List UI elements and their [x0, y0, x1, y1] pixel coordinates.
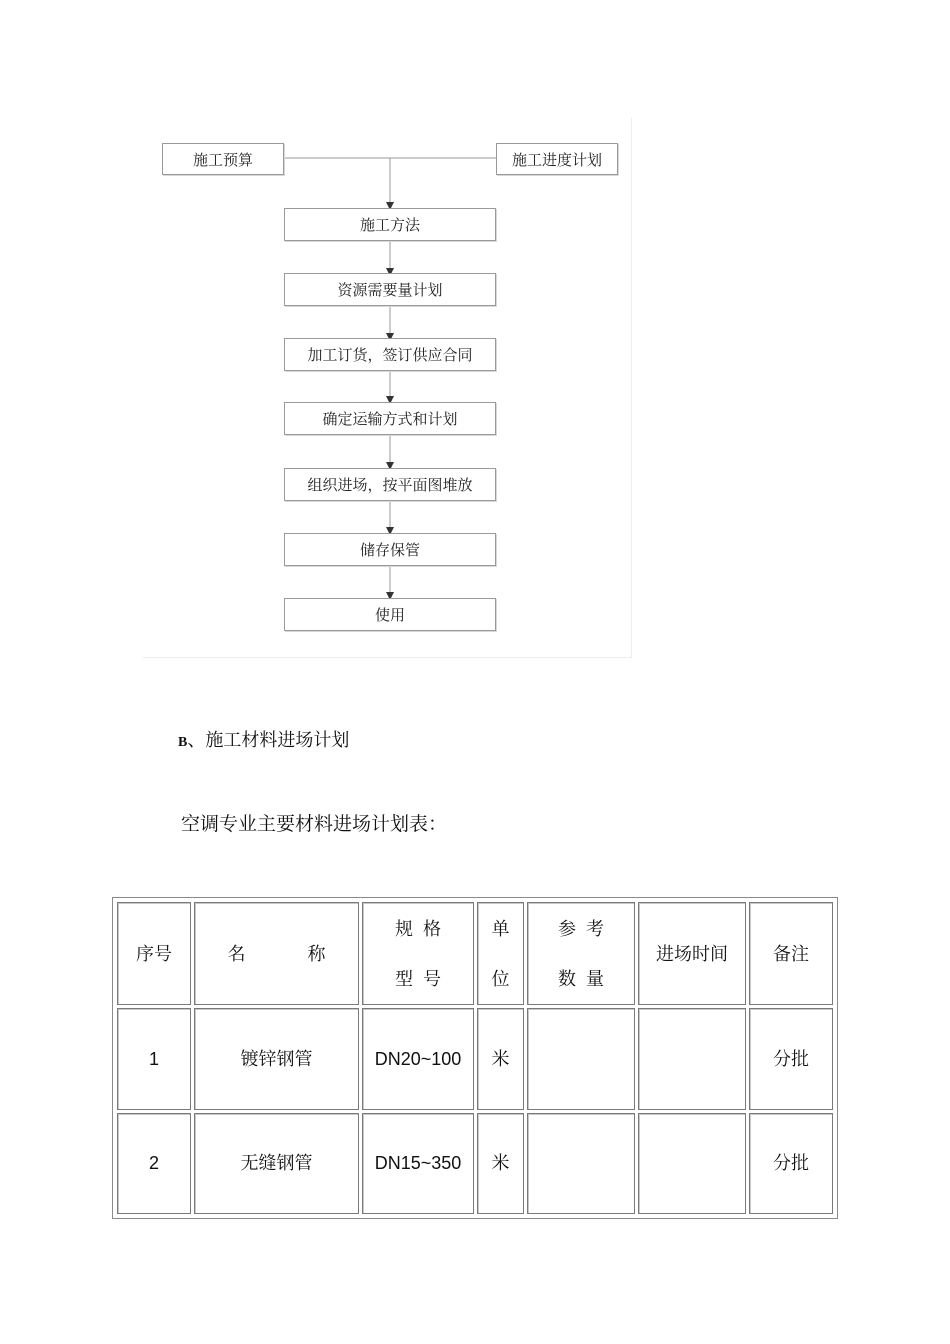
cell-seq: 2	[117, 1113, 191, 1214]
header-remark: 备注	[749, 902, 833, 1005]
section-title: 、施工材料进场计划	[187, 730, 350, 750]
cell-remark: 分批	[749, 1113, 833, 1214]
header-time: 进场时间	[638, 902, 746, 1005]
header-name-b: 称	[307, 943, 326, 964]
flow-step-7: 使用	[284, 598, 496, 631]
cell-qty	[527, 1008, 635, 1109]
flow-box-budget: 施工预算	[162, 143, 284, 175]
cell-time	[638, 1008, 746, 1109]
header-qty-b: 数量	[558, 968, 614, 989]
section-prefix: B	[178, 735, 188, 750]
flow-step-6: 储存保管	[284, 533, 496, 566]
header-qty-a: 参考	[558, 918, 614, 939]
cell-time	[638, 1113, 746, 1214]
flow-step-4: 确定运输方式和计划	[284, 402, 496, 435]
header-spec-b: 型号	[395, 968, 451, 989]
header-spec-a: 规格	[395, 918, 451, 939]
table-row	[117, 1008, 833, 1109]
flow-step-3: 加工订货，签订供应合同	[284, 338, 496, 371]
cell-unit: 米	[477, 1008, 524, 1109]
cell-qty	[527, 1113, 635, 1214]
header-name	[194, 902, 359, 1005]
header-unit-a: 单	[491, 918, 510, 939]
cell-name: 镀锌钢管	[194, 1008, 359, 1109]
flow-box-schedule: 施工进度计划	[496, 143, 618, 175]
cell-spec: DN20~100	[362, 1008, 474, 1109]
header-unit-b: 位	[491, 968, 510, 989]
table-caption: 空调专业主要材料进场计划表：	[181, 814, 448, 835]
cell-seq: 1	[117, 1008, 191, 1109]
header-unit	[477, 902, 524, 1005]
materials-table	[114, 899, 836, 1217]
cell-remark: 分批	[749, 1008, 833, 1109]
flow-step-1: 施工方法	[284, 208, 496, 241]
flowchart-frame	[143, 118, 632, 658]
cell-name: 无缝钢管	[194, 1113, 359, 1214]
cell-unit: 米	[477, 1113, 524, 1214]
flow-step-5: 组织进场，按平面图堆放	[284, 468, 496, 501]
header-seq: 序号	[117, 902, 191, 1005]
header-qty	[527, 902, 635, 1005]
table-header-row	[117, 902, 833, 1005]
table-row	[117, 1113, 833, 1214]
flow-step-2: 资源需要量计划	[284, 273, 496, 306]
materials-table-frame	[112, 897, 838, 1219]
cell-spec: DN15~350	[362, 1113, 474, 1214]
section-heading	[178, 726, 349, 752]
header-name-a: 名	[227, 943, 246, 964]
header-spec	[362, 902, 474, 1005]
